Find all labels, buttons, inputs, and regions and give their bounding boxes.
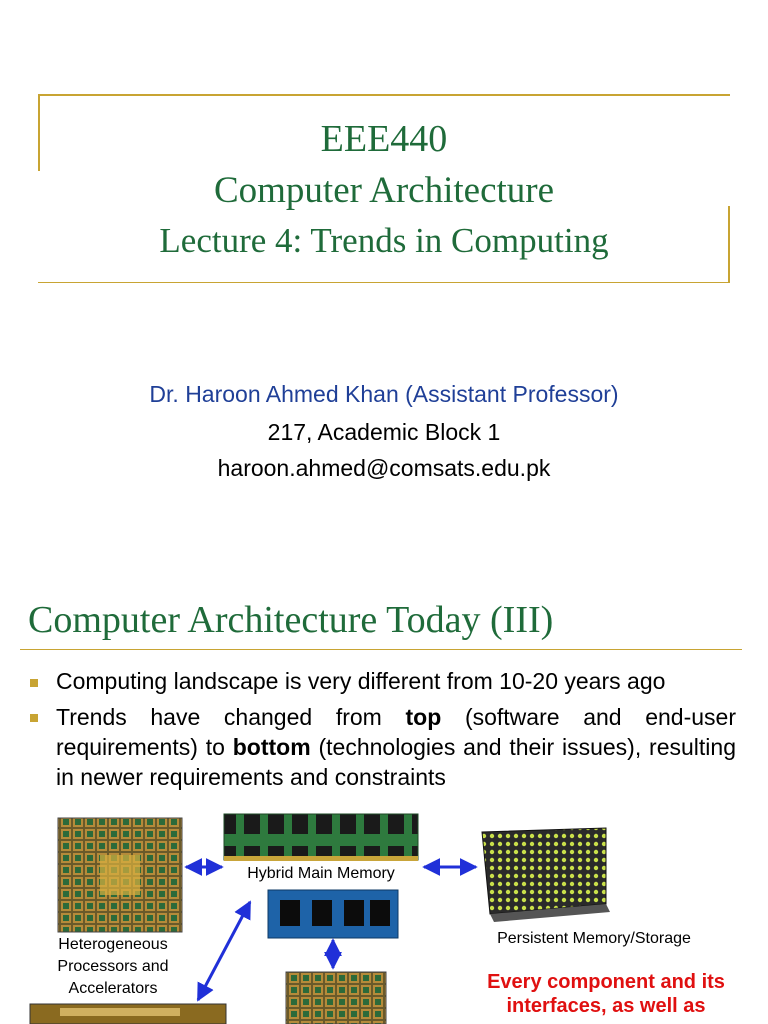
emphasis-bottom: bottom [232, 734, 311, 760]
processor-chip-image [58, 818, 182, 932]
processors-label: Heterogeneous Processors and Accelerators [57, 936, 169, 997]
highlight-note: Every component and its interfaces, as well as [487, 971, 725, 1017]
ram-module-image [224, 814, 418, 861]
memory-controller-die-image [30, 1004, 226, 1024]
bullet-text-1: Computing landscape is very different from 10-20 years ago [56, 668, 666, 694]
course-name: Computer Architecture [213, 170, 555, 211]
memory-stick-image [268, 890, 398, 938]
hybrid-memory-label: Hybrid Main Memory [224, 863, 418, 885]
instructor-name: Dr. Haroon Ahmed Khan (Assistant Professor) [149, 381, 619, 407]
lecture-title: Lecture 4: Trends in Computing [159, 221, 609, 260]
instructor-email: haroon.ahmed@comsats.edu.pk [217, 455, 551, 481]
office-location: 217, Academic Block 1 [267, 419, 501, 445]
accelerator-chip-image [286, 972, 386, 1024]
course-code: EEE440 [320, 118, 448, 160]
storage-chip-image [482, 828, 610, 922]
emphasis-top: top [405, 704, 442, 730]
diagonal-arrow [198, 902, 250, 1000]
bullet-text-2: Trends have changed from top (software and end-user requirements) to bottom (technologies and their issues), resulting in newer requirements and constraints [56, 704, 737, 790]
slide-title: Computer Architecture Today (III) [28, 599, 554, 641]
persistent-memory-label: Persistent Memory/Storage [497, 930, 691, 947]
